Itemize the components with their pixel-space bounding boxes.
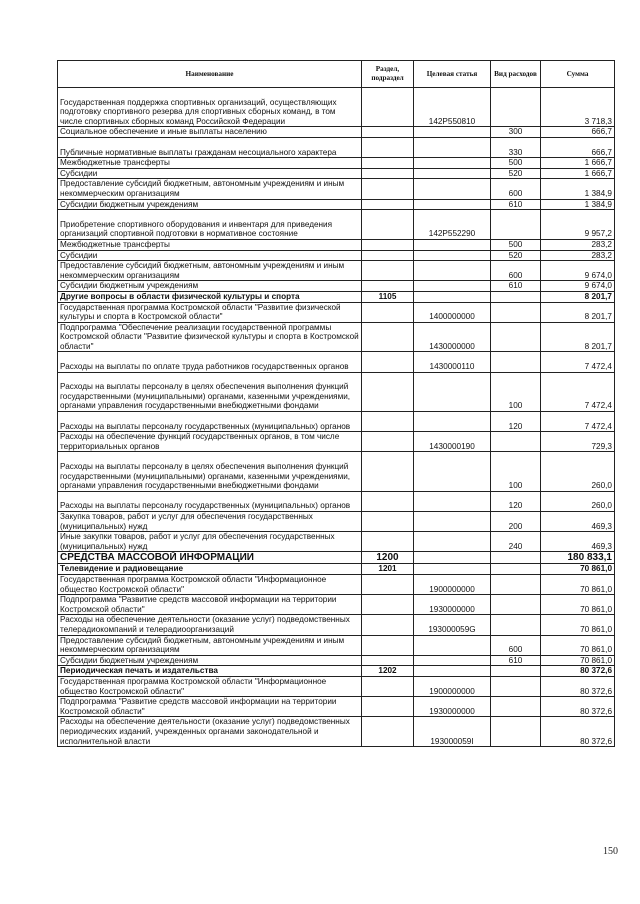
row-target: [414, 127, 491, 138]
row-target: [414, 512, 491, 532]
table-row: [58, 564, 615, 575]
row-target: 1430000190: [414, 432, 491, 452]
row-name: Государственная программа Костромской области "Развитие физической культуры и спорта в Костромской области": [58, 302, 362, 322]
row-amount: 1 384,9: [541, 199, 615, 210]
row-amount: 666,7: [541, 127, 615, 138]
row-name: Расходы на обеспечение функций государственных органов, в том числе территориальных органов: [58, 432, 362, 452]
row-section: [362, 281, 414, 292]
row-target: 142P552290: [414, 210, 491, 240]
row-name: Государственная поддержка спортивных организаций, осуществляющих подготовку спортивного резерва для спортивных сборных команд, в том числе спортивных сборных команд Российской Федерации: [58, 88, 362, 127]
row-name: Расходы на выплаты персоналу в целях обеспечения выполнения функций государственными (муниципальными) органами, казенными учреждениями, органами управления государственными внебюджетными фондами: [58, 372, 362, 411]
row-amount: 1 666,7: [541, 168, 615, 179]
table-row: [58, 261, 615, 281]
table-row: [58, 372, 615, 411]
row-name: Межбюджетные трансферты: [58, 239, 362, 250]
row-amount: 8 201,7: [541, 302, 615, 322]
row-expense: [491, 291, 541, 302]
row-expense: 300: [491, 127, 541, 138]
row-target: [414, 666, 491, 677]
row-name: Расходы на выплаты по оплате труда работников государственных органов: [58, 352, 362, 372]
row-section: [362, 532, 414, 552]
row-expense: [491, 564, 541, 575]
row-amount: 180 833,1: [541, 552, 615, 564]
row-expense: [491, 697, 541, 717]
row-section: 1200: [362, 552, 414, 564]
row-target: 142P550810: [414, 88, 491, 127]
row-expense: 520: [491, 250, 541, 261]
row-name: Другие вопросы в области физической культуры и спорта: [58, 291, 362, 302]
row-name: Государственная программа Костромской области "Информационное общество Костромской области": [58, 574, 362, 594]
table-row: [58, 512, 615, 532]
row-name: Подпрограмма "Развитие средств массовой информации на территории Костромской области": [58, 697, 362, 717]
row-target: [414, 655, 491, 666]
row-amount: 9 674,0: [541, 281, 615, 292]
row-amount: 80 372,6: [541, 697, 615, 717]
row-amount: 70 861,0: [541, 635, 615, 655]
row-expense: 610: [491, 655, 541, 666]
row-section: [362, 655, 414, 666]
table-row: [58, 655, 615, 666]
table-row: [58, 322, 615, 352]
row-expense: 100: [491, 452, 541, 491]
row-target: 1430000000: [414, 322, 491, 352]
table-row: [58, 168, 615, 179]
row-target: [414, 168, 491, 179]
table-row: [58, 302, 615, 322]
row-section: [362, 239, 414, 250]
table-row: [58, 291, 615, 302]
header-amount: Сумма: [541, 61, 615, 88]
row-expense: 120: [491, 491, 541, 511]
row-name: Расходы на выплаты персоналу государственных (муниципальных) органов: [58, 491, 362, 511]
row-target: [414, 372, 491, 411]
row-section: [362, 615, 414, 635]
table-row: [58, 574, 615, 594]
row-expense: 600: [491, 261, 541, 281]
row-name: Расходы на выплаты персоналу в целях обеспечения выполнения функций государственными (муниципальными) органами, казенными учреждениями, органами управления государственными внебюджетными фондами: [58, 452, 362, 491]
row-expense: [491, 302, 541, 322]
table-row: [58, 199, 615, 210]
row-amount: 9 674,0: [541, 261, 615, 281]
row-section: [362, 88, 414, 127]
row-expense: [491, 666, 541, 677]
budget-table: [57, 60, 615, 747]
row-expense: [491, 615, 541, 635]
row-amount: 260,0: [541, 452, 615, 491]
row-name: Социальное обеспечение и иные выплаты населению: [58, 127, 362, 138]
row-amount: 70 861,0: [541, 595, 615, 615]
row-expense: 330: [491, 137, 541, 157]
row-amount: 70 861,0: [541, 615, 615, 635]
row-amount: 70 861,0: [541, 564, 615, 575]
row-section: [362, 697, 414, 717]
row-name: Закупка товаров, работ и услуг для обеспечения государственных (муниципальных) нужд: [58, 512, 362, 532]
row-name: Периодическая печать и издательства: [58, 666, 362, 677]
table-row: [58, 179, 615, 199]
row-name: Государственная программа Костромской области "Информационное общество Костромской области": [58, 676, 362, 696]
row-expense: [491, 210, 541, 240]
row-section: [362, 717, 414, 747]
header-expense: Вид расходов: [491, 61, 541, 88]
row-target: 1430000110: [414, 352, 491, 372]
row-section: [362, 168, 414, 179]
table-header-row: [58, 61, 615, 88]
header-name: Наименование: [58, 61, 362, 88]
table-row: [58, 281, 615, 292]
row-expense: [491, 432, 541, 452]
table-row: [58, 137, 615, 157]
row-target: [414, 412, 491, 432]
row-section: [362, 199, 414, 210]
row-target: [414, 491, 491, 511]
row-target: [414, 281, 491, 292]
row-target: [414, 199, 491, 210]
row-section: [362, 595, 414, 615]
row-name: Подпрограмма "Развитие средств массовой информации на территории Костромской области": [58, 595, 362, 615]
row-expense: [491, 88, 541, 127]
row-target: 1930000000: [414, 697, 491, 717]
table-row: [58, 352, 615, 372]
row-expense: 610: [491, 281, 541, 292]
row-section: [362, 412, 414, 432]
table-row: [58, 666, 615, 677]
row-section: 1105: [362, 291, 414, 302]
row-target: [414, 261, 491, 281]
row-amount: 9 957,2: [541, 210, 615, 240]
row-name: Расходы на выплаты персоналу государственных (муниципальных) органов: [58, 412, 362, 432]
row-target: [414, 532, 491, 552]
row-expense: [491, 574, 541, 594]
row-section: [362, 372, 414, 411]
row-amount: 469,3: [541, 512, 615, 532]
row-section: [362, 676, 414, 696]
row-amount: 469,3: [541, 532, 615, 552]
page-number: 150: [603, 846, 618, 857]
table-row: [58, 717, 615, 747]
row-expense: [491, 595, 541, 615]
row-target: [414, 452, 491, 491]
table-row: [58, 250, 615, 261]
row-target: [414, 291, 491, 302]
row-name: СРЕДСТВА МАССОВОЙ ИНФОРМАЦИИ: [58, 552, 362, 564]
row-target: 1930000000: [414, 595, 491, 615]
row-section: [362, 158, 414, 169]
row-expense: 600: [491, 635, 541, 655]
row-name: Расходы на обеспечение деятельности (оказание услуг) подведомственных телерадиокомпаний и телерадиоорганизаций: [58, 615, 362, 635]
row-amount: 1 666,7: [541, 158, 615, 169]
row-target: [414, 239, 491, 250]
row-name: Предоставление субсидий бюджетным, автономным учреждениям и иным некоммерческим организациям: [58, 261, 362, 281]
row-name: Субсидии бюджетным учреждениям: [58, 655, 362, 666]
row-section: [362, 127, 414, 138]
row-section: [362, 452, 414, 491]
row-target: 193000059I: [414, 717, 491, 747]
row-target: [414, 137, 491, 157]
row-section: [362, 179, 414, 199]
row-name: Субсидии: [58, 250, 362, 261]
budget-sheet: [57, 60, 614, 747]
row-section: [362, 491, 414, 511]
table-row: [58, 491, 615, 511]
table-row: [58, 635, 615, 655]
table-row: [58, 127, 615, 138]
row-target: 1900000000: [414, 676, 491, 696]
row-section: [362, 512, 414, 532]
row-expense: 200: [491, 512, 541, 532]
row-expense: 520: [491, 168, 541, 179]
table-row: [58, 412, 615, 432]
row-section: [362, 322, 414, 352]
table-row: [58, 432, 615, 452]
table-row: [58, 552, 615, 564]
table-row: [58, 697, 615, 717]
row-amount: 80 372,6: [541, 676, 615, 696]
row-amount: 729,3: [541, 432, 615, 452]
row-name: Приобретение спортивного оборудования и инвентаря для приведения организаций спортивной подготовки в нормативное состояние: [58, 210, 362, 240]
table-row: [58, 452, 615, 491]
row-expense: [491, 676, 541, 696]
row-amount: 7 472,4: [541, 412, 615, 432]
row-expense: [491, 552, 541, 564]
row-expense: 240: [491, 532, 541, 552]
table-body: [58, 88, 615, 747]
row-amount: 80 372,6: [541, 717, 615, 747]
row-target: [414, 564, 491, 575]
row-amount: 70 861,0: [541, 574, 615, 594]
row-section: [362, 352, 414, 372]
row-target: [414, 552, 491, 564]
table-row: [58, 239, 615, 250]
row-amount: 260,0: [541, 491, 615, 511]
row-target: [414, 158, 491, 169]
row-amount: 8 201,7: [541, 291, 615, 302]
row-expense: 100: [491, 372, 541, 411]
row-name: Предоставление субсидий бюджетным, автономным учреждениям и иным некоммерческим организациям: [58, 635, 362, 655]
row-name: Субсидии: [58, 168, 362, 179]
row-name: Предоставление субсидий бюджетным, автономным учреждениям и иным некоммерческим организациям: [58, 179, 362, 199]
row-expense: 610: [491, 199, 541, 210]
row-target: 1400000000: [414, 302, 491, 322]
table-row: [58, 88, 615, 127]
row-name: Субсидии бюджетным учреждениям: [58, 199, 362, 210]
row-expense: 600: [491, 179, 541, 199]
row-section: 1202: [362, 666, 414, 677]
header-target: Целевая статья: [414, 61, 491, 88]
row-target: [414, 179, 491, 199]
row-amount: 283,2: [541, 250, 615, 261]
row-name: Расходы на обеспечение деятельности (оказание услуг) подведомственных периодических изданий, учрежденных органами законодательной и исполнительной власти: [58, 717, 362, 747]
row-section: [362, 261, 414, 281]
row-name: Иные закупки товаров, работ и услуг для обеспечения государственных (муниципальных) нужд: [58, 532, 362, 552]
row-expense: 500: [491, 158, 541, 169]
row-name: Подпрограмма "Обеспечение реализации государственной программы Костромской области "Развитие физической культуры и спорта в Костромской области": [58, 322, 362, 352]
row-amount: 70 861,0: [541, 655, 615, 666]
row-expense: 120: [491, 412, 541, 432]
row-amount: 8 201,7: [541, 322, 615, 352]
row-section: [362, 137, 414, 157]
row-expense: [491, 352, 541, 372]
row-name: Публичные нормативные выплаты гражданам несоциального характера: [58, 137, 362, 157]
row-amount: 3 718,3: [541, 88, 615, 127]
row-name: Телевидение и радиовещание: [58, 564, 362, 575]
row-expense: [491, 322, 541, 352]
table-row: [58, 676, 615, 696]
row-name: Межбюджетные трансферты: [58, 158, 362, 169]
row-expense: [491, 717, 541, 747]
row-section: [362, 250, 414, 261]
row-amount: 7 472,4: [541, 372, 615, 411]
row-target: 1900000000: [414, 574, 491, 594]
row-section: [362, 432, 414, 452]
row-expense: 500: [491, 239, 541, 250]
row-section: [362, 210, 414, 240]
row-amount: 80 372,6: [541, 666, 615, 677]
row-target: [414, 250, 491, 261]
row-amount: 666,7: [541, 137, 615, 157]
row-section: [362, 635, 414, 655]
row-section: [362, 574, 414, 594]
row-amount: 283,2: [541, 239, 615, 250]
row-target: [414, 635, 491, 655]
table-row: [58, 210, 615, 240]
table-row: [58, 615, 615, 635]
table-row: [58, 595, 615, 615]
row-amount: 7 472,4: [541, 352, 615, 372]
header-section: Раздел, подраздел: [362, 61, 414, 88]
row-section: [362, 302, 414, 322]
table-row: [58, 158, 615, 169]
row-target: 193000059G: [414, 615, 491, 635]
row-amount: 1 384,9: [541, 179, 615, 199]
row-section: 1201: [362, 564, 414, 575]
table-row: [58, 532, 615, 552]
row-name: Субсидии бюджетным учреждениям: [58, 281, 362, 292]
